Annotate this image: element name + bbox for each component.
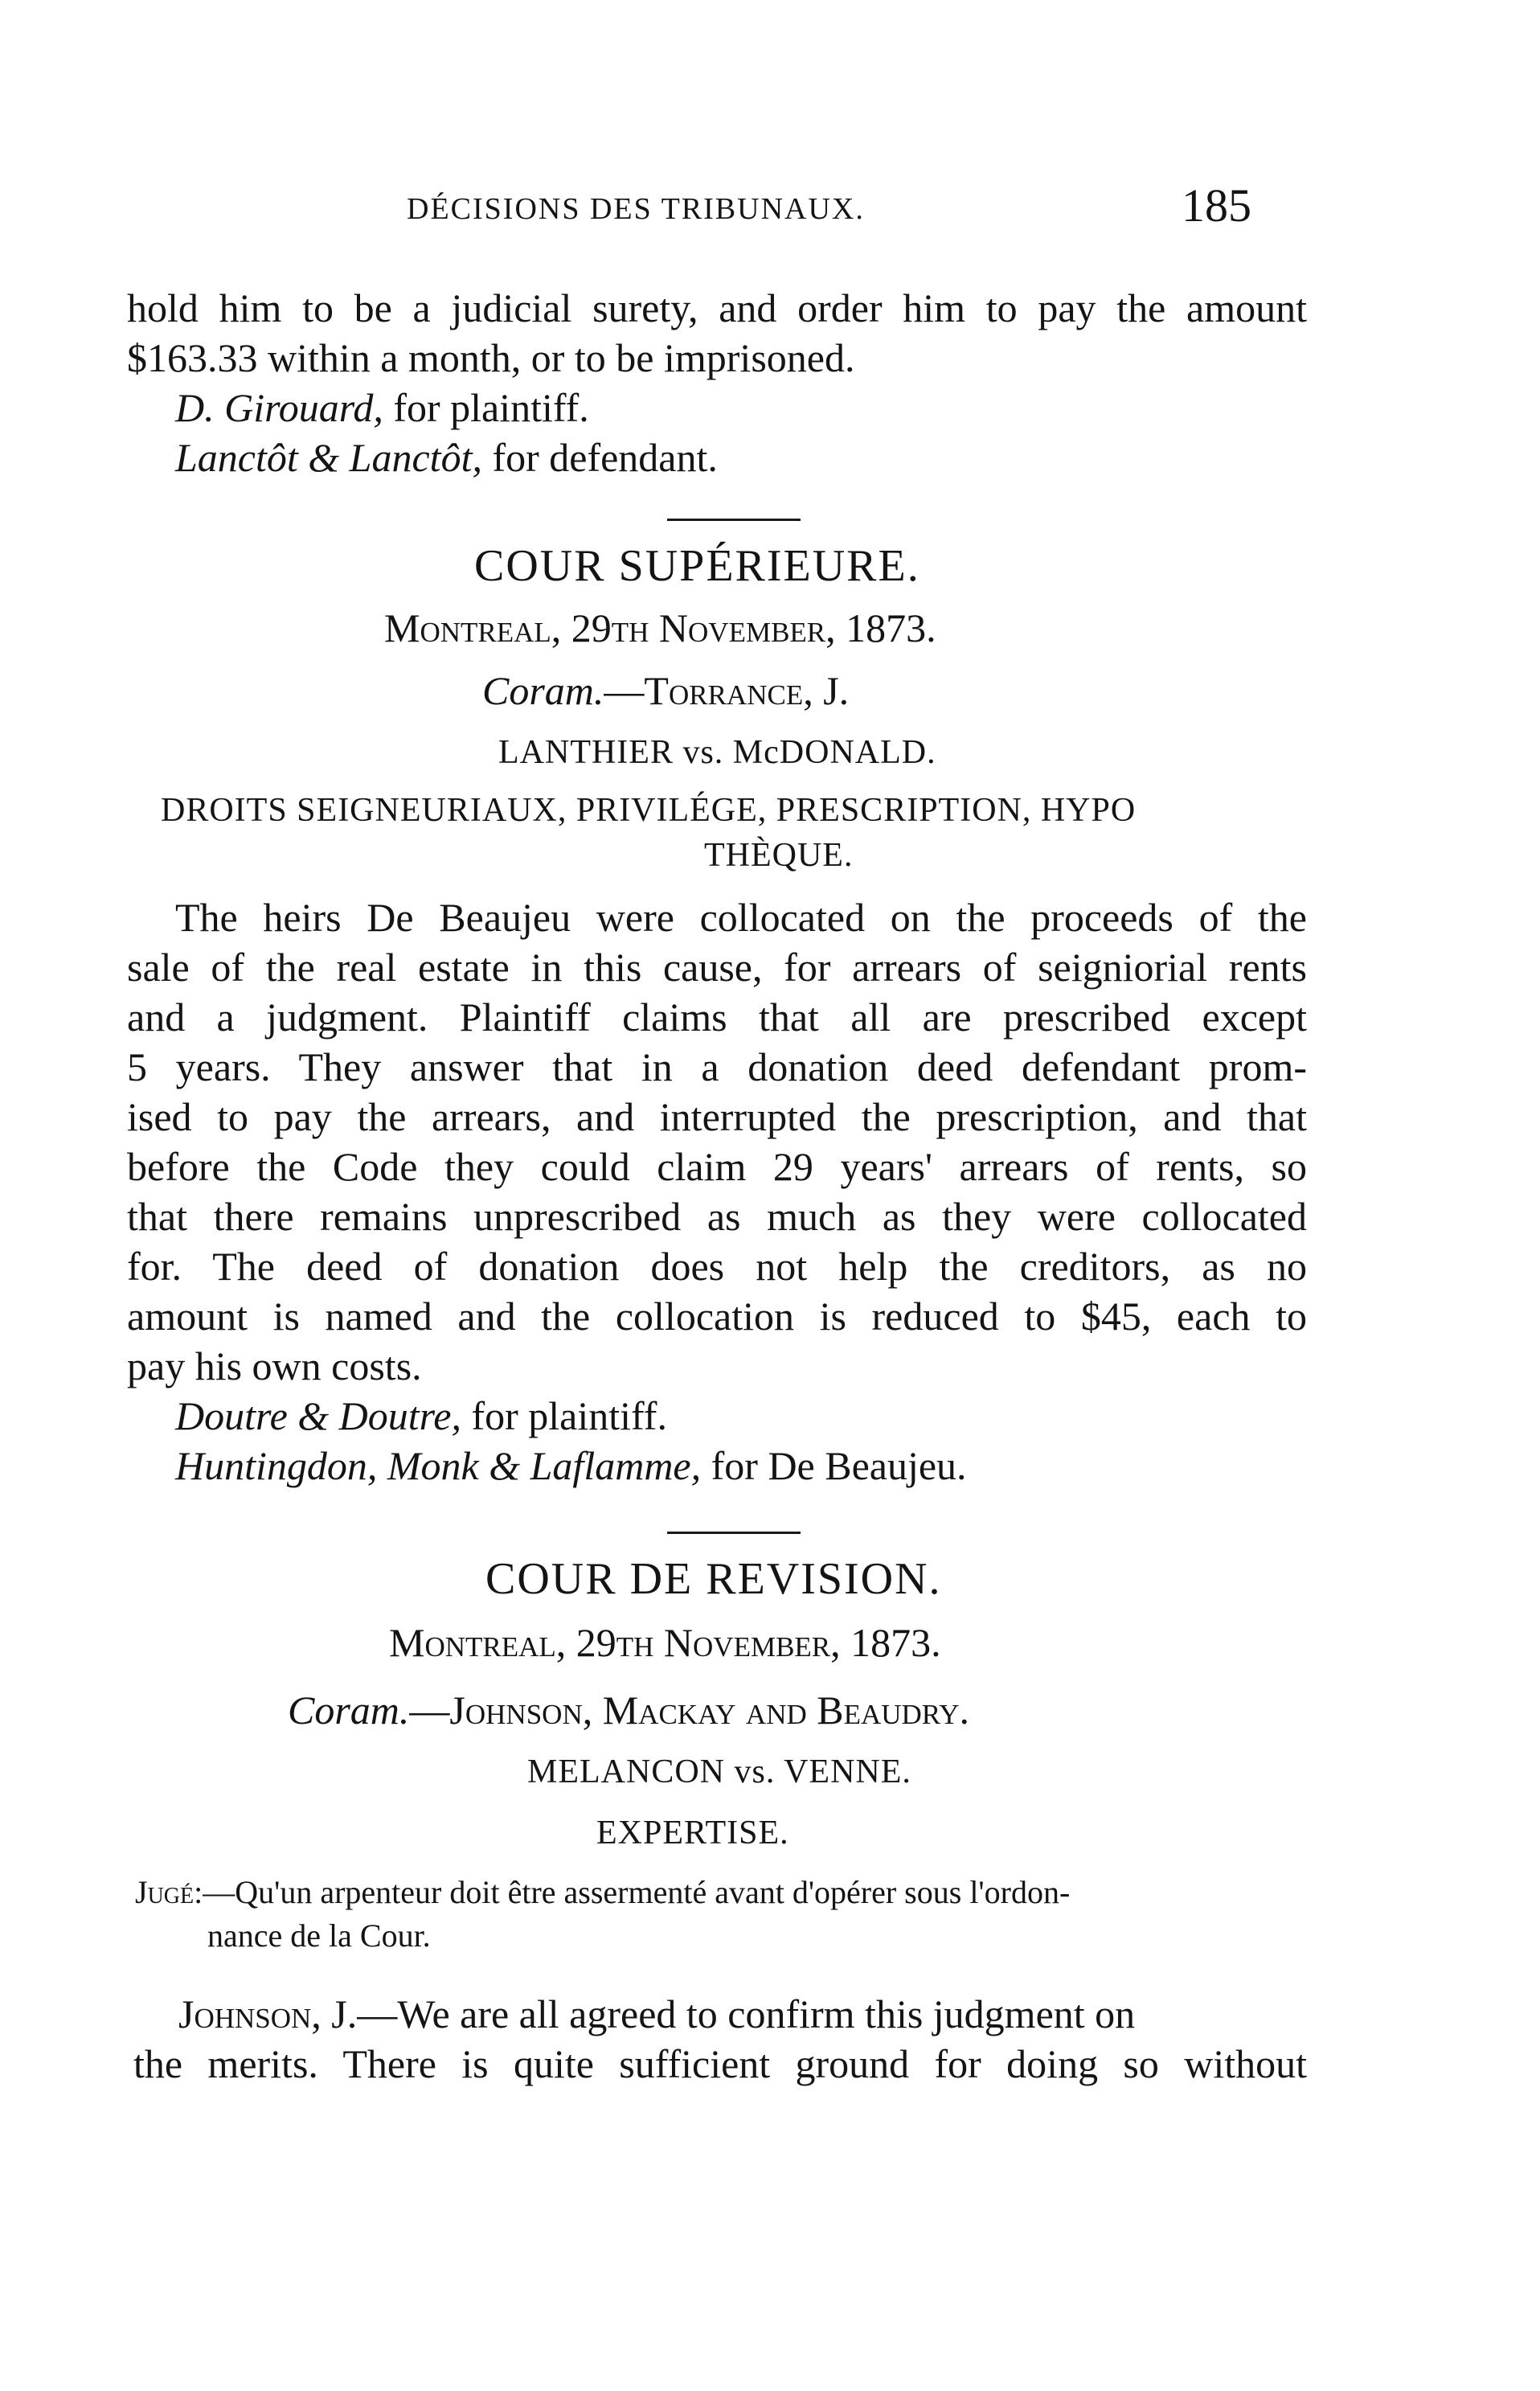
place-date: Montreal, 29th November, 1873.: [384, 605, 936, 650]
speaker: Johnson, J.: [178, 1991, 358, 2036]
counsel-line: [175, 1391, 667, 1441]
case-subject: DROITS SEIGNEURIAUX, PRIVILÉGE, PRESCRIPTION, HYPO: [161, 792, 1137, 829]
text-line: hold him to be a judicial surety, and order him to pay the amount: [127, 285, 1307, 330]
text-line: ised to pay the arrears, and interrupted the prescription, and that: [127, 1094, 1307, 1139]
place-date: Montreal, 29th November, 1873.: [389, 1620, 941, 1665]
section-divider: [667, 519, 801, 521]
juge-label: Jugé:: [135, 1874, 203, 1910]
counsel-name: Lanctôt & Lanctôt,: [175, 435, 482, 480]
headnote-text: —Qu'un arpenteur doit être assermenté avant d'opérer sous l'ordon-: [203, 1874, 1071, 1910]
coram-judges: —Torrance, J.: [604, 668, 850, 713]
opinion-text: —We are all agreed to confirm this judgment on: [357, 1991, 1136, 2036]
coram-line: [288, 1687, 969, 1733]
text-line: The heirs De Beaujeu were collocated on the proceeds of the: [175, 895, 1307, 940]
text-line: and a judgment. Plaintiff claims that all are prescribed except: [127, 995, 1307, 1040]
text-line: sale of the real estate in this cause, for arrears of seigniorial rents: [127, 945, 1307, 990]
headnote-line: [135, 1873, 1070, 1911]
case-parties: MELANCON vs. VENNE.: [527, 1753, 911, 1790]
text-line: before the Code they could claim 29 years' arrears of rents, so: [127, 1144, 1307, 1189]
counsel-role: for plaintiff.: [471, 1393, 667, 1438]
text-line: for. The deed of donation does not help the creditors, as no: [127, 1244, 1307, 1289]
text-line: $163.33 within a month, or to be imprisoned.: [127, 335, 855, 380]
coram-label: Coram.: [482, 668, 604, 713]
text-line: the merits. There is quite sufficient ground for doing so without: [133, 2041, 1307, 2086]
text-line: pay his own costs.: [127, 1343, 422, 1388]
coram-line: [482, 667, 849, 714]
counsel-role: for De Beaujeu.: [711, 1443, 967, 1488]
counsel-name: Doutre & Doutre,: [175, 1393, 461, 1438]
text-line: amount is named and the collocation is reduced to $45, each to: [127, 1294, 1307, 1339]
court-heading: COUR DE REVISION.: [485, 1554, 942, 1604]
text-line: 5 years. They answer that in a donation deed defendant prom-: [127, 1044, 1307, 1089]
headnote-line: nance de la Cour.: [207, 1917, 431, 1954]
counsel-role: for defendant.: [492, 435, 718, 480]
counsel-line: [175, 383, 589, 433]
court-heading: COUR SUPÉRIEURE.: [474, 541, 920, 591]
coram-judges: —Johnson, Mackay and Beaudry.: [409, 1688, 969, 1733]
coram-label: Coram.: [288, 1688, 410, 1733]
counsel-name: D. Girouard,: [175, 385, 383, 430]
section-divider: [667, 1532, 801, 1534]
case-subject: THÈQUE.: [704, 837, 854, 874]
counsel-line: [175, 433, 718, 482]
case-subject: EXPERTISE.: [596, 1815, 789, 1852]
page-number: 185: [1182, 179, 1251, 232]
opinion-line: [178, 1989, 1135, 2039]
counsel-name: Huntingdon, Monk & Laflamme,: [175, 1443, 702, 1488]
counsel-line: [175, 1441, 967, 1491]
counsel-role: for plaintiff.: [393, 385, 589, 430]
text-line: that there remains unprescribed as much as they were collocated: [127, 1194, 1307, 1239]
running-title: DÉCISIONS DES TRIBUNAUX.: [407, 192, 865, 226]
case-parties: LANTHIER vs. McDONALD.: [498, 734, 936, 771]
